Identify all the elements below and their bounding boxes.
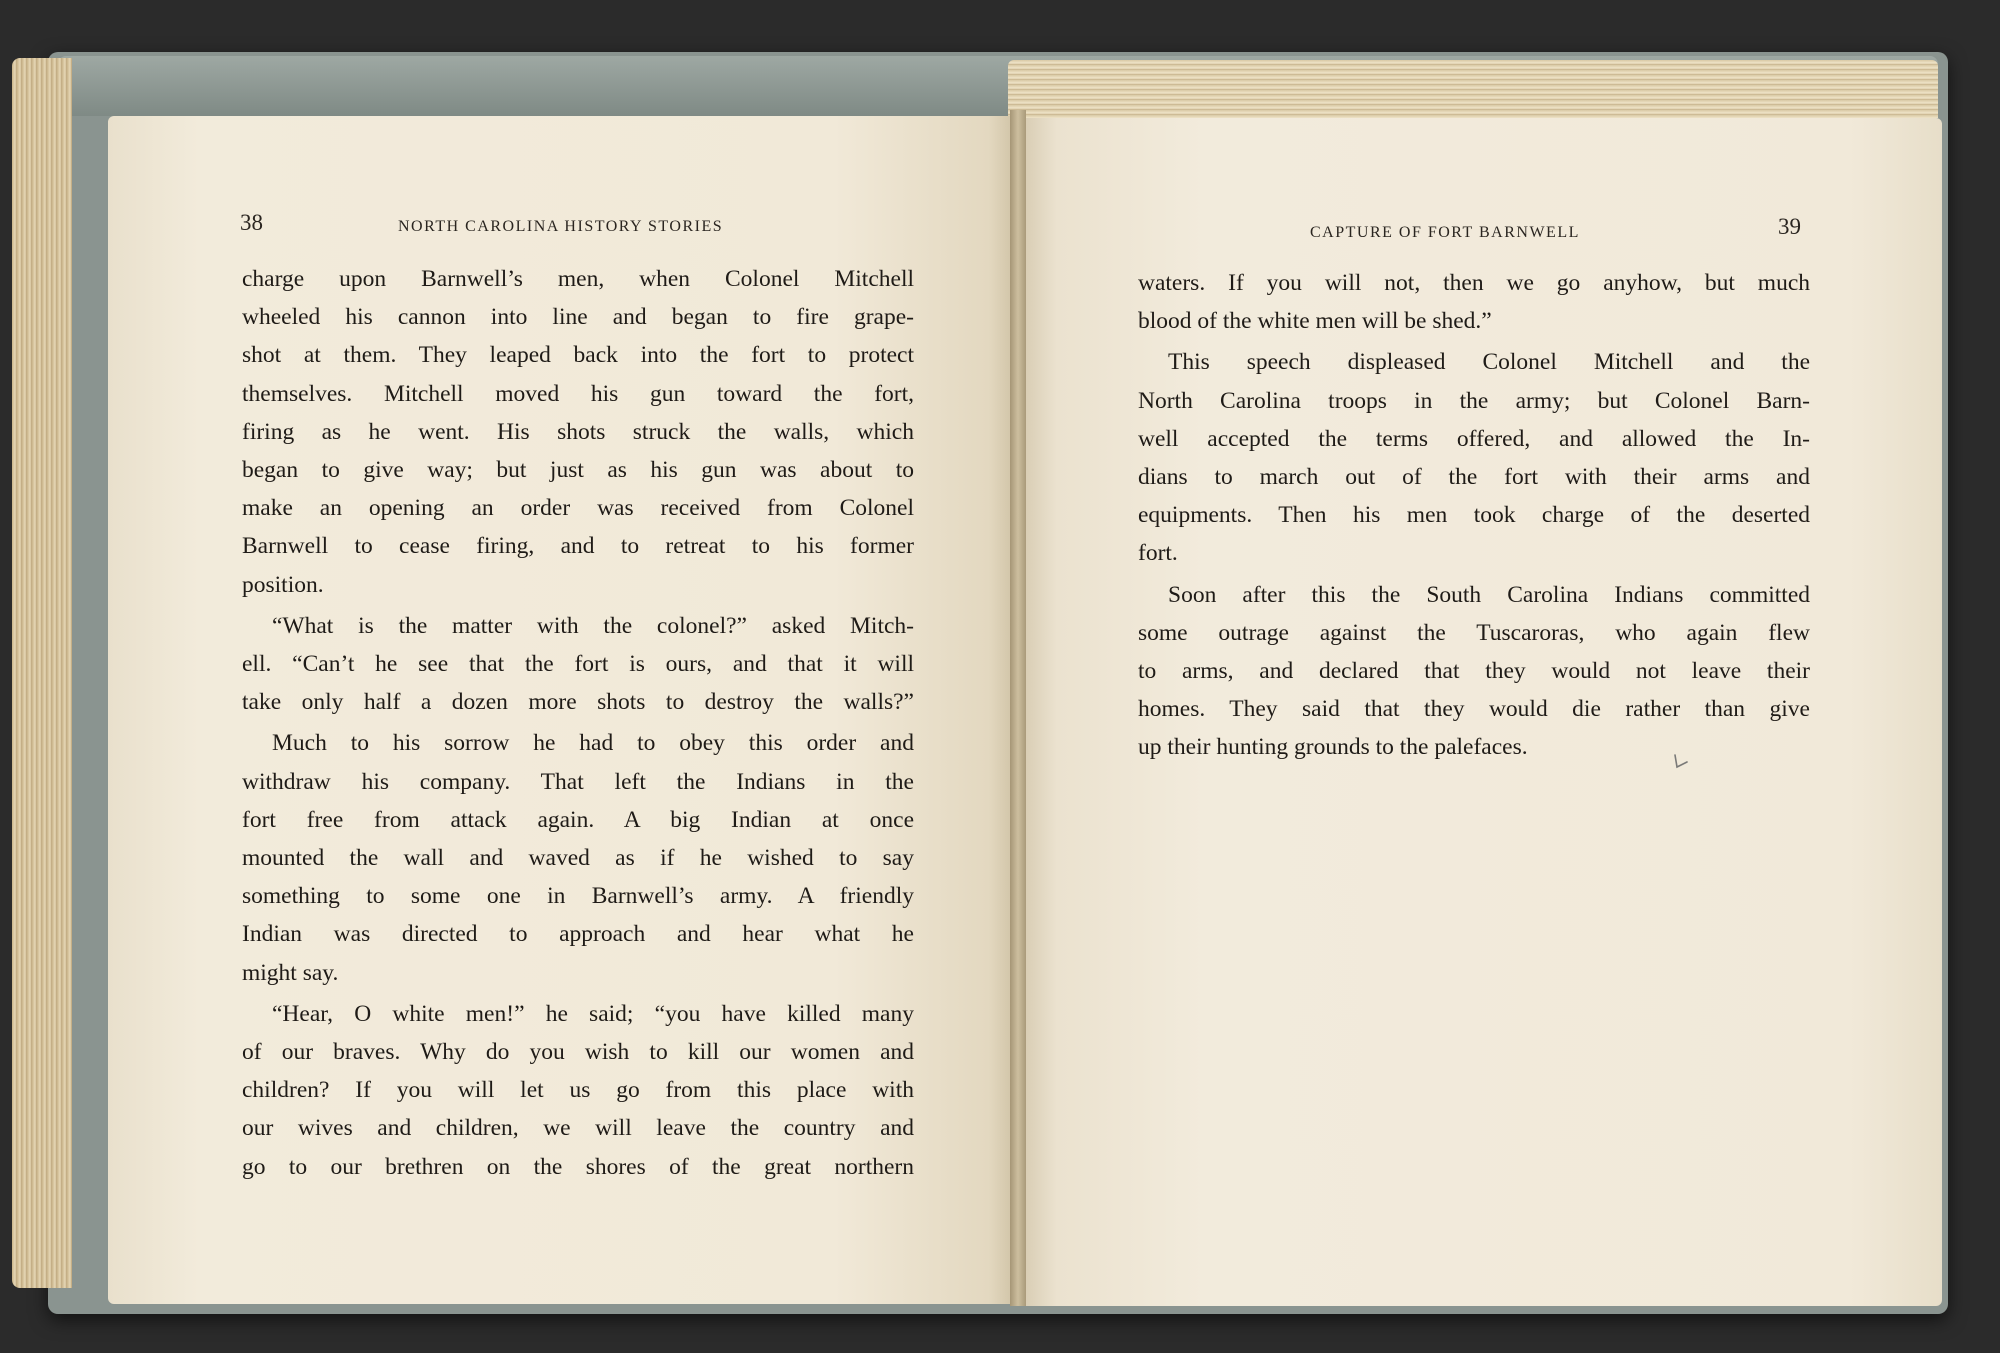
text-line: withdraw his company. That left the Indians in the	[242, 768, 914, 795]
text-line: “Hear, O white men!” he said; “you have killed many	[272, 1000, 914, 1027]
text-line: Soon after this the South Carolina Indians committed	[1168, 581, 1810, 608]
text-line: waters. If you will not, then we go anyhow, but much	[1138, 270, 1810, 296]
right-page-body	[1138, 264, 1810, 767]
text-line: homes. They said that they would die rather than give	[1138, 696, 1810, 723]
text-line: wheeled his cannon into line and began to fire grape-	[242, 304, 914, 331]
text-line: make an opening an order was received from Colonel	[242, 495, 914, 522]
left-running-head: NORTH CAROLINA HISTORY STORIES	[398, 218, 724, 235]
text-line: mounted the wall and waved as if he wished to say	[242, 845, 914, 872]
text-line: of our braves. Why do you wish to kill our women and	[242, 1039, 914, 1066]
left-page-edges	[12, 58, 72, 1288]
text-line: take only half a dozen more shots to destroy the walls?”	[242, 689, 914, 716]
text-line: charge upon Barnwell’s men, when Colonel Mitchell	[242, 266, 914, 292]
text-line: began to give way; but just as his gun was about to	[242, 457, 914, 484]
text-line: to arms, and declared that they would not leave their	[1138, 658, 1810, 685]
text-line: children? If you will let us go from this place with	[242, 1077, 914, 1104]
text-line: might say.	[242, 959, 339, 986]
right-page-number: 39	[1778, 214, 1801, 239]
text-line: firing as he went. His shots struck the walls, which	[242, 418, 914, 445]
text-line: fort free from attack again. A big Indian at once	[242, 806, 914, 833]
text-line: This speech displeased Colonel Mitchell and the	[1168, 349, 1810, 376]
text-line: some outrage against the Tuscaroras, who again flew	[1138, 619, 1810, 646]
text-line: Barnwell to cease firing, and to retreat to his former	[242, 533, 914, 560]
top-page-edges	[1008, 60, 1938, 118]
text-line: equipments. Then his men took charge of the deserted	[1138, 502, 1810, 529]
text-line: go to our brethren on the shores of the great northern	[242, 1153, 914, 1180]
text-line: well accepted the terms offered, and allowed the In-	[1138, 425, 1810, 452]
text-line: dians to march out of the fort with their arms and	[1138, 464, 1810, 491]
text-line: Indian was directed to approach and hear what he	[242, 921, 914, 948]
text-line: blood of the white men will be shed.”	[1138, 308, 1492, 335]
text-line: Much to his sorrow he had to obey this order and	[272, 730, 914, 757]
text-line: ell. “Can’t he see that the fort is ours, and that it will	[242, 651, 914, 678]
left-page-number: 38	[240, 210, 263, 235]
text-line: themselves. Mitchell moved his gun toward the fort,	[242, 380, 914, 407]
text-line: something to some one in Barnwell’s army. A friendly	[242, 883, 914, 910]
left-page-body	[242, 260, 914, 1186]
text-line: our wives and children, we will leave the country and	[242, 1115, 914, 1142]
pencil-check-mark-icon	[1672, 752, 1692, 772]
text-line: up their hunting grounds to the palefaces.	[1138, 734, 1528, 761]
text-line: North Carolina troops in the army; but Colonel Barn-	[1138, 387, 1810, 414]
text-line: position.	[242, 571, 324, 598]
right-running-head: CAPTURE OF FORT BARNWELL	[1310, 224, 1580, 241]
text-line: shot at them. They leaped back into the fort to protect	[242, 342, 914, 369]
text-line: fort.	[1138, 540, 1178, 567]
text-line: “What is the matter with the colonel?” asked Mitch-	[272, 612, 914, 639]
book-gutter	[1010, 110, 1026, 1306]
